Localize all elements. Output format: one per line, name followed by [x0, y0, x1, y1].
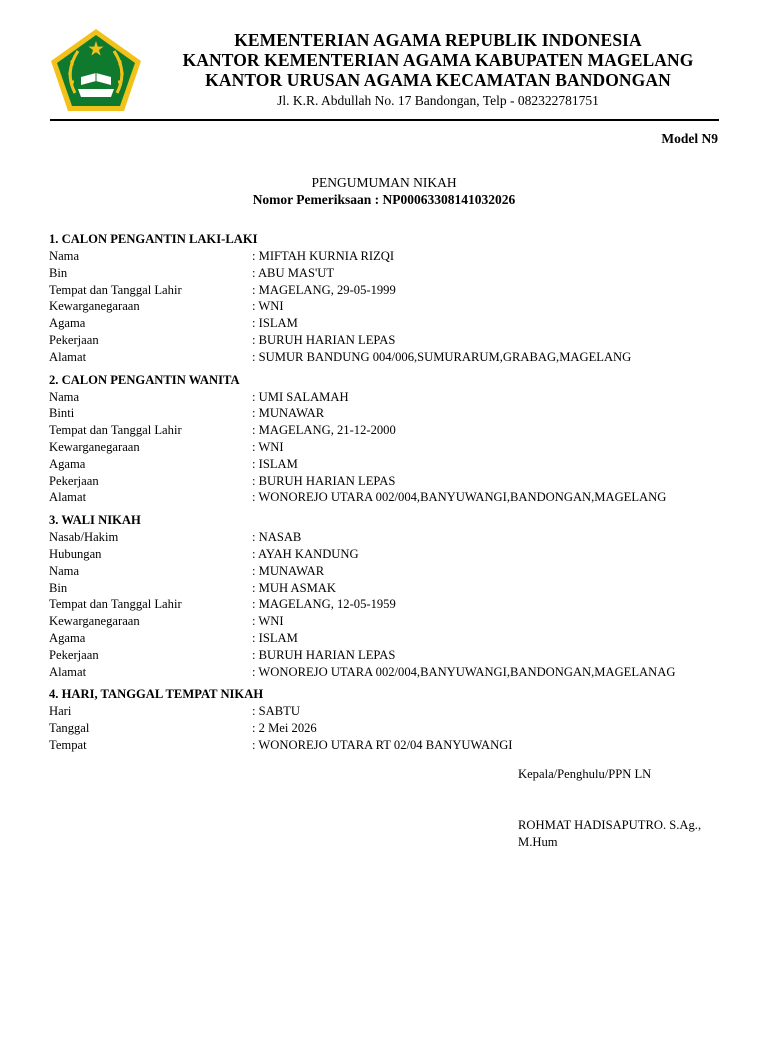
field-value: : ABU MAS'UT — [252, 265, 335, 280]
field-label: Kewarganegaraan — [49, 299, 140, 314]
field-label: Nama — [49, 249, 80, 263]
field-label: Tempat dan Tanggal Lahir — [49, 423, 182, 438]
field-label: Bin — [49, 580, 68, 595]
letterhead-line-1: KEMENTERIAN AGAMA REPUBLIK INDONESIA — [234, 30, 642, 50]
signature-block — [518, 766, 718, 851]
field-value: : WONOREJO UTARA 002/004,BANYUWANGI,BANDONGAN,MAGELANG — [252, 490, 667, 505]
field-label: Pekerjaan — [49, 332, 99, 347]
field-value: : BURUH HARIAN LEPAS — [252, 332, 396, 347]
field-value: : WONOREJO UTARA 002/004,BANYUWANGI,BANDONGAN,MAGELANAG — [252, 664, 676, 679]
document-title: PENGUMUMAN NIKAH — [311, 175, 457, 190]
section-heading: 1. CALON PENGANTIN LAKI-LAKI — [49, 232, 258, 246]
section-heading: 3. WALI NIKAH — [49, 513, 141, 528]
letterhead-address: Jl. K.R. Abdullah No. 17 Bandongan, Telp - 082322781751 — [277, 93, 599, 108]
field-value: : 2 Mei 2026 — [252, 721, 317, 736]
section-heading: 2. CALON PENGANTIN WANITA — [49, 372, 240, 387]
field-label: Hubungan — [49, 546, 102, 561]
field-row — [49, 529, 729, 546]
ministry-logo — [48, 27, 144, 113]
field-row — [49, 349, 729, 366]
field-label: Hari — [49, 704, 72, 719]
signatory-position: Kepala/Penghulu/PPN LN — [518, 767, 652, 781]
field-label: Tanggal — [49, 721, 90, 736]
field-label: Nama — [49, 389, 80, 404]
field-label: Agama — [49, 630, 86, 645]
header-divider — [50, 119, 719, 121]
section-3 — [49, 512, 729, 680]
field-label: Bin — [49, 265, 68, 280]
signatory-name: ROHMAT HADISAPUTRO. S.Ag., M.Hum — [518, 818, 702, 849]
document-number: Nomor Pemeriksaan : NP00063308141032026 — [252, 192, 516, 207]
field-value: : BURUH HARIAN LEPAS — [252, 647, 396, 662]
field-label: Pekerjaan — [49, 647, 99, 662]
field-row — [49, 613, 729, 630]
field-value: : MIFTAH KURNIA RIZQI — [252, 249, 395, 263]
field-row — [49, 630, 729, 647]
field-row — [49, 422, 729, 439]
field-row — [49, 546, 729, 563]
field-row — [49, 265, 729, 282]
field-label: Nama — [49, 563, 80, 578]
field-label: Nasab/Hakim — [49, 530, 119, 545]
field-value: : MAGELANG, 29-05-1999 — [252, 282, 396, 297]
letterhead — [178, 30, 698, 110]
field-row — [49, 332, 729, 349]
document-titles — [0, 174, 768, 208]
field-label: Kewarganegaraan — [49, 614, 140, 629]
field-value: : WNI — [252, 299, 284, 314]
field-value: : NASAB — [252, 530, 302, 545]
field-value: : SUMUR BANDUNG 004/006,SUMURARUM,GRABAG,MAGELANG — [252, 349, 632, 364]
section-2 — [49, 372, 729, 507]
form-model: Model N9 — [661, 131, 718, 146]
field-value: : WNI — [252, 614, 284, 629]
field-row — [49, 664, 729, 681]
field-row — [49, 248, 729, 265]
announcement-sections — [49, 231, 729, 760]
field-value: : MAGELANG, 21-12-2000 — [252, 423, 396, 438]
field-row — [49, 596, 729, 613]
field-row — [49, 647, 729, 664]
field-label: Binti — [49, 406, 75, 421]
field-label: Tempat dan Tanggal Lahir — [49, 282, 182, 297]
section-1 — [49, 231, 729, 366]
field-row — [49, 703, 729, 720]
section-4 — [49, 686, 729, 753]
field-row — [49, 737, 729, 754]
field-row — [49, 720, 729, 737]
field-value: : ISLAM — [252, 316, 298, 331]
field-value: : AYAH KANDUNG — [252, 546, 359, 561]
field-row — [49, 563, 729, 580]
field-row — [49, 405, 729, 422]
field-label: Tempat — [49, 737, 87, 752]
field-label: Agama — [49, 316, 86, 331]
field-row — [49, 580, 729, 597]
field-label: Alamat — [49, 490, 87, 505]
letterhead-line-3: KANTOR URUSAN AGAMA KECAMATAN BANDONGAN — [205, 70, 671, 90]
field-value: : ISLAM — [252, 456, 298, 471]
field-label: Kewarganegaraan — [49, 439, 140, 454]
field-label: Pekerjaan — [49, 473, 99, 488]
field-label: Tempat dan Tanggal Lahir — [49, 597, 182, 612]
field-value: : BURUH HARIAN LEPAS — [252, 473, 396, 488]
field-value: : SABTU — [252, 704, 300, 719]
field-row — [49, 298, 729, 315]
field-value: : MAGELANG, 12-05-1959 — [252, 597, 396, 612]
field-row — [49, 439, 729, 456]
section-heading: 4. HARI, TANGGAL TEMPAT NIKAH — [49, 687, 264, 702]
field-value: : UMI SALAMAH — [252, 389, 349, 404]
field-value: : MUH ASMAK — [252, 580, 336, 595]
field-value: : WONOREJO UTARA RT 02/04 BANYUWANGI — [252, 737, 513, 752]
field-row — [49, 473, 729, 490]
field-label: Agama — [49, 456, 86, 471]
letterhead-line-2: KANTOR KEMENTERIAN AGAMA KABUPATEN MAGELANG — [182, 50, 694, 70]
field-row — [49, 282, 729, 299]
field-label: Alamat — [49, 349, 87, 364]
field-value: : ISLAM — [252, 630, 298, 645]
field-row — [49, 489, 729, 506]
field-row — [49, 315, 729, 332]
field-value: : MUNAWAR — [252, 563, 325, 578]
field-row — [49, 389, 729, 406]
field-value: : MUNAWAR — [252, 406, 325, 421]
field-row — [49, 456, 729, 473]
field-label: Alamat — [49, 664, 87, 679]
field-value: : WNI — [252, 439, 284, 454]
